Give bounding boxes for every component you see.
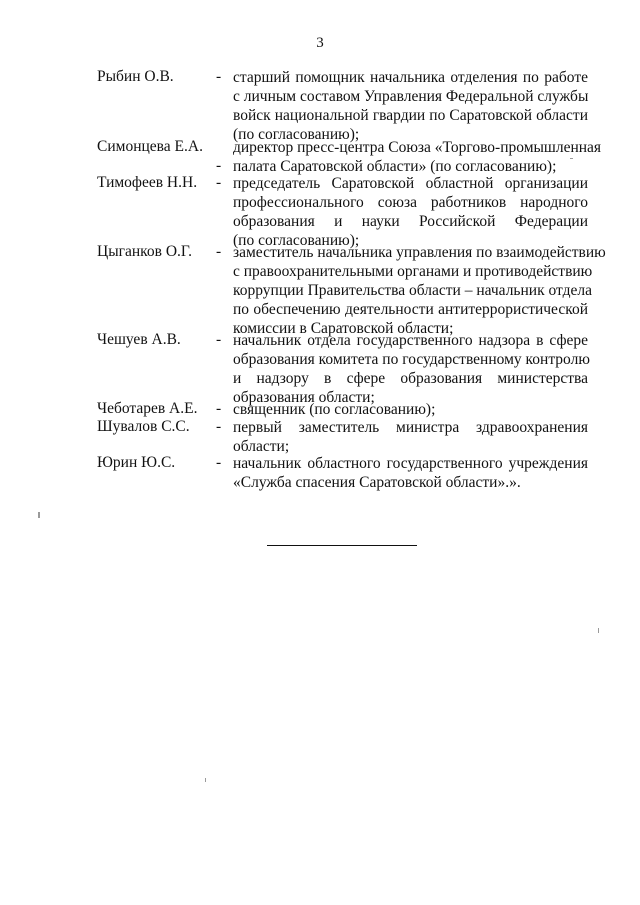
member-name: Симонцева Е.А. (97, 138, 203, 155)
position-line: директор пресс-центра Союза «Торгово-промышленная (233, 139, 602, 156)
member-position (233, 400, 588, 419)
position-line: начальник областного государственного учреждения (233, 455, 588, 472)
position-line: образования области; (233, 389, 375, 406)
position-line: по обеспечению деятельности антитеррористической (233, 301, 588, 318)
scan-speck (598, 628, 599, 633)
position-line: профессионального союза работников народного (233, 194, 588, 211)
position-line: с правоохранительными органами и противодействию (233, 263, 593, 280)
position-line: палата Саратовской области» (по согласованию); (233, 158, 557, 175)
scan-speck (38, 512, 40, 518)
member-name: Рыбин О.В. (97, 68, 174, 85)
member-position (233, 454, 588, 492)
scan-speck (570, 158, 573, 159)
position-line: первый заместитель министра здравоохранения (233, 419, 588, 436)
dash-separator: - (216, 157, 222, 174)
end-divider-line (267, 545, 417, 546)
position-line: комиссии в Саратовской области; (233, 320, 454, 337)
position-line: священник (по согласованию); (233, 401, 436, 418)
position-line: образования и науки Российской Федерации (233, 213, 588, 230)
position-line: войск национальной гвардии по Саратовской области (233, 107, 588, 124)
dash-separator: - (216, 331, 222, 348)
member-name: Чешуев А.В. (97, 331, 181, 348)
position-line: председатель Саратовской областной организации (233, 175, 588, 192)
dash-separator: - (216, 68, 222, 85)
position-line: начальник отдела государственного надзора в сфере (233, 332, 588, 349)
dash-separator: - (216, 400, 222, 417)
position-line: коррупции Правительства области – начальник отдела (233, 282, 592, 299)
dash-separator: - (216, 418, 222, 435)
position-line: области; (233, 438, 290, 455)
member-name: Шувалов С.С. (97, 418, 190, 435)
member-position (233, 331, 588, 407)
position-line: (по согласованию); (233, 126, 360, 143)
member-position (233, 174, 588, 250)
page-number: 3 (316, 35, 324, 51)
dash-separator: - (216, 243, 222, 260)
member-name: Юрин Ю.С. (97, 454, 176, 471)
scan-speck (205, 778, 206, 782)
position-line: старший помощник начальника отделения по работе (233, 69, 588, 86)
member-name: Тимофеев Н.Н. (97, 174, 198, 191)
position-line: (по согласованию); (233, 232, 360, 249)
member-name: Цыганков О.Г. (97, 243, 192, 260)
position-line: образования комитета по государственному контролю (233, 351, 590, 368)
position-line: и надзору в сфере образования министерства (233, 370, 588, 387)
member-position (233, 243, 606, 338)
position-line: заместитель начальника управления по взаимодействию (233, 244, 606, 261)
dash-separator: - (216, 454, 222, 471)
member-position (233, 138, 602, 176)
member-position (233, 418, 588, 456)
position-line: с личным составом Управления Федеральной службы (233, 88, 589, 105)
member-name: Чеботарев А.Е. (97, 400, 198, 417)
dash-separator: - (216, 174, 222, 191)
member-position (233, 68, 588, 144)
position-line: «Служба спасения Саратовской области».». (233, 474, 521, 491)
